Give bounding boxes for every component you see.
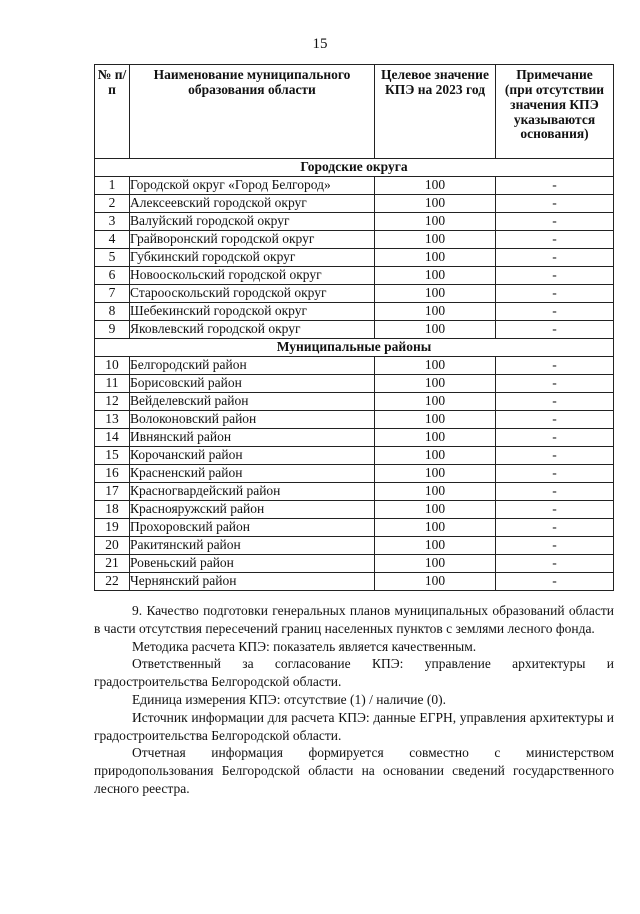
row-target: 100 [375,537,496,555]
paragraph: Единица измерения КПЭ: отсутствие (1) / наличие (0). [132,691,447,707]
row-note: - [496,429,614,447]
row-note: - [496,411,614,429]
row-num: 11 [95,375,130,393]
row-target: 100 [375,483,496,501]
row-num: 10 [95,357,130,375]
row-target: 100 [375,267,496,285]
row-target: 100 [375,303,496,321]
row-num: 19 [95,519,130,537]
row-note: - [496,267,614,285]
row-target: 100 [375,555,496,573]
row-note: - [496,303,614,321]
row-num: 15 [95,447,130,465]
row-note: - [496,195,614,213]
table-row [95,231,614,249]
header-target: Целевое значение КПЭ на 2023 год [375,65,496,159]
table-row [95,537,614,555]
table-row [95,411,614,429]
table-row [95,393,614,411]
row-target: 100 [375,519,496,537]
row-target: 100 [375,465,496,483]
row-note: - [496,555,614,573]
row-num: 13 [95,411,130,429]
row-num: 6 [95,267,130,285]
row-num: 4 [95,231,130,249]
row-note: - [496,285,614,303]
section-row [95,339,614,357]
section-title: Муниципальные районы [95,339,614,357]
table-row [95,177,614,195]
row-note: - [496,357,614,375]
row-name: Грайворонский городской округ [130,231,375,249]
header-note [496,65,614,159]
row-target: 100 [375,213,496,231]
row-num: 20 [95,537,130,555]
row-note: - [496,537,614,555]
row-target: 100 [375,411,496,429]
row-note: - [496,501,614,519]
row-name: Волоконовский район [130,411,375,429]
row-target: 100 [375,321,496,339]
row-target: 100 [375,231,496,249]
row-target: 100 [375,375,496,393]
row-name: Корочанский район [130,447,375,465]
row-target: 100 [375,357,496,375]
row-target: 100 [375,447,496,465]
table-row [95,429,614,447]
table-row [95,267,614,285]
row-name: Городской округ «Город Белгород» [130,177,375,195]
row-name: Новооскольский городской округ [130,267,375,285]
row-name: Вейделевский район [130,393,375,411]
row-name: Ивнянский район [130,429,375,447]
row-name: Валуйский городской округ [130,213,375,231]
row-name: Губкинский городской округ [130,249,375,267]
row-num: 22 [95,573,130,591]
row-name: Красненский район [130,465,375,483]
table-row [95,519,614,537]
row-num: 18 [95,501,130,519]
row-name: Ровеньский район [130,555,375,573]
row-num: 17 [95,483,130,501]
body-text [94,602,614,798]
paragraph: Ответственный за согласование КПЭ: управление архитектуры и градостроительства Белгородской области. [94,656,614,690]
row-name: Алексеевский городской округ [130,195,375,213]
row-target: 100 [375,249,496,267]
header-note-title: Примечание [516,67,593,82]
row-name: Краснояружский район [130,501,375,519]
table-header-row [95,65,614,159]
row-num: 9 [95,321,130,339]
table-row [95,483,614,501]
row-note: - [496,483,614,501]
row-note: - [496,465,614,483]
row-num: 3 [95,213,130,231]
row-note: - [496,231,614,249]
table-row [95,195,614,213]
row-target: 100 [375,429,496,447]
header-num: № п/п [95,65,130,159]
kpe-table [94,64,614,591]
paragraph: Отчетная информация формируется совместно с министерством природопользования Белгородской области на основании сведений государственного лесного реестра. [94,745,614,796]
row-target: 100 [375,573,496,591]
row-name: Ракитянский район [130,537,375,555]
row-num: 2 [95,195,130,213]
row-num: 5 [95,249,130,267]
row-note: - [496,519,614,537]
header-note-detail: (при отсутствии значения КПЭ указываются основания) [504,81,605,142]
row-name: Борисовский район [130,375,375,393]
table-row [95,213,614,231]
row-name: Старооскольский городской округ [130,285,375,303]
row-note: - [496,213,614,231]
table-row [95,465,614,483]
table-body [95,159,614,591]
table-row [95,375,614,393]
row-note: - [496,321,614,339]
row-num: 16 [95,465,130,483]
row-note: - [496,177,614,195]
section-title: Городские округа [95,159,614,177]
row-target: 100 [375,177,496,195]
table-row [95,501,614,519]
table-row [95,303,614,321]
table-row [95,573,614,591]
row-target: 100 [375,285,496,303]
table-row [95,285,614,303]
header-name: Наименование муниципального образования области [130,65,375,159]
row-note: - [496,447,614,465]
paragraph: Источник информации для расчета КПЭ: данные ЕГРН, управления архитектуры и градостроительства Белгородской области. [94,709,614,743]
row-name: Чернянский район [130,573,375,591]
table-row [95,249,614,267]
row-name: Прохоровский район [130,519,375,537]
row-name: Шебекинский городской округ [130,303,375,321]
table-row [95,555,614,573]
table-row [95,447,614,465]
row-name: Яковлевский городской округ [130,321,375,339]
paragraph: Методика расчета КПЭ: показатель является качественным. [132,638,477,654]
row-num: 21 [95,555,130,573]
row-num: 7 [95,285,130,303]
table-row [95,357,614,375]
row-note: - [496,573,614,591]
section-row [95,159,614,177]
row-note: - [496,249,614,267]
row-target: 100 [375,195,496,213]
row-num: 12 [95,393,130,411]
row-note: - [496,393,614,411]
row-num: 1 [95,177,130,195]
page-number: 15 [312,36,328,52]
table-row [95,321,614,339]
row-num: 14 [95,429,130,447]
paragraph: 9. Качество подготовки генеральных планов муниципальных образований области в части отсутствия пересечений границ населенных пунктов с землями лесного фонда. [94,603,614,636]
row-name: Белгородский район [130,357,375,375]
row-name: Красногвардейский район [130,483,375,501]
row-target: 100 [375,501,496,519]
row-target: 100 [375,393,496,411]
row-note: - [496,375,614,393]
row-num: 8 [95,303,130,321]
